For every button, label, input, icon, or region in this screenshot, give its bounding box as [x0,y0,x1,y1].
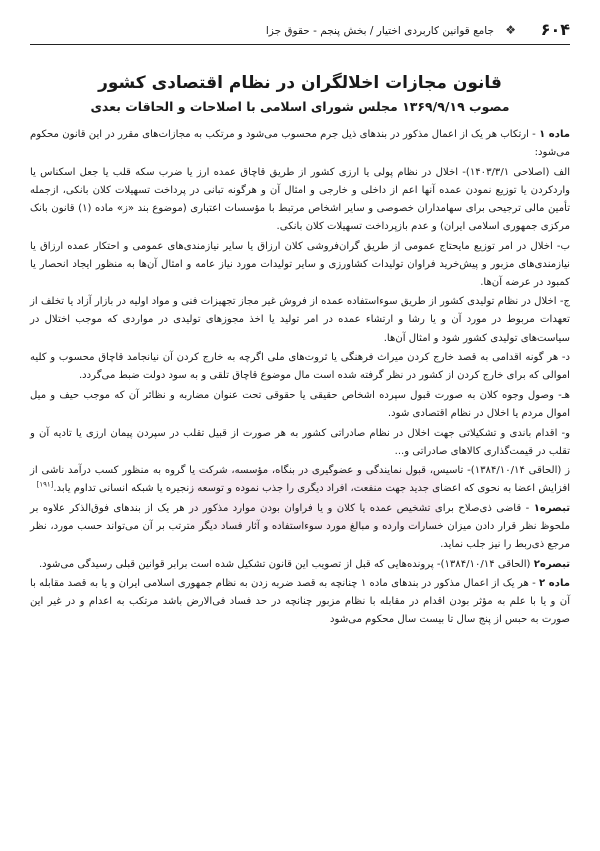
paragraph-text: ز (الحاقی ۱۳۸۴/۱۰/۱۴)- تاسیس، قبول نمایندگی و عضوگیری در بنگاه، مؤسسه، شرکت یا گروه به منظور کسب درآمد ناشی از افزایش اعضا به نحوی که اعضای جدید جهت منفعت، افراد دیگری را جذب نموده و توسعه زنجیره یا شبکه انسانی تداوم یابد. [30,465,570,495]
paragraph-text: و- اقدام باندی و تشکیلاتی جهت اخلال در نظام صادراتی کشور به هر صورت از قبیل تقلب در سپردن پیمان ارزی یا تادیه آن و تقلب در قیمت‌گذاری کالاهای صادراتی و... [30,427,570,457]
paragraph-text: ج- اخلال در نظام تولیدی کشور از طریق سوءاستفاده عمده از فروش غیر مجاز تجهیزات فنی و مواد اولیه در بازار آزاد یا تخلف از تعهدات مربوط در مورد آن و یا رشا و ارتشاء عمده در امر تولید یا اخذ مجوزهای تولیدی در مواردی که موجب اختلال در سیاست‌های تولیدی کشور شود و امثال آن‌ها. [30,296,570,344]
paragraph-text: - هر یک از اعمال مذکور در بندهای ماده ۱ چنانچه به قصد ضربه زدن به نظام جمهوری اسلامی ایران و یا به قصد مقابله با آن و یا با علم به مؤثر بودن اقدام در مقابله با نظام مزبور چنانچه در حد فساد فی‌الارض باشد مرتکب به اعدام و در غیر این صورت به حبس از پنج سال تا بیست سال محکوم می‌شود [30,578,570,626]
paragraph-text: - ارتکاب هر یک از اعمال مذکور در بندهای ذیل جرم محسوب می‌شود و مرتکب به مجازات‌های مقرر در این قانون محکوم می‌شود: [30,129,570,159]
law-title: قانون مجازات اخلالگران در نظام اقتصادی کشور [98,73,502,93]
clause-alef [30,164,570,236]
note-1 [30,500,570,554]
clause-jim [30,293,570,347]
clause-he [30,387,570,423]
clause-vav [30,425,570,461]
article-body [30,126,570,631]
article-label: ماده ۲ [539,578,570,590]
clause-be [30,238,570,292]
paragraph-text: (الحاقی ۱۳۸۴/۱۰/۱۴)- پرونده‌هایی که قبل از تصویب این قانون تشکیل شده است برابر قوانین قبلی رسیدگی می‌شود. [38,558,534,570]
note-label: تبصره۱ [533,502,570,514]
article-label: ماده ۱ [539,129,570,140]
footnote-reference[interactable]: [۱۹۱] [36,480,54,489]
paragraph-text: د- هر گونه اقدامی به قصد خارج کردن میراث فرهنگی یا ثروت‌های ملی اگرچه به خارج کردن آن نیانجامد قاچاق محسوب و کلیه اموالی که برای خارج کردن از کشور در نظر گرفته شده است مال موضوع قاچاق تلقی و به سود دولت ضبط می‌گردد. [30,352,570,382]
paragraph-text: - قاضی ذی‌صلاح برای تشخیص عمده یا کلان و یا فراوان بودن موارد مذکور در هر یک از بندهای فوق‌الذکر علاوه بر ملحوظ نظر قرار دادن میزان خسارات وارده و مبالغ مورد سوءاستفاده و آثار فساد دیگر مترتب بر آن می‌تواند حسب مورد، نظر مرجع ذی‌ربط را نیز جلب نماید. [30,502,570,551]
paragraph-text: هـ- وصول وجوه کلان به صورت قبول سپرده اشخاص حقیقی یا حقوقی تحت عنوان مضاربه و نظائر آن که موجب حیف و میل اموال مردم یا اخلال در نظام اقتصادی شود. [30,389,570,419]
article-1-intro [30,126,570,162]
paragraph-text: ب- اخلال در امر توزیع مایحتاج عمومی از طریق گران‌فروشی کلان ارزاق یا سایر نیازمندی‌های عمومی و احتکار عمده ارزاق یا نیازمندی‌های مزبور و پیش‌خرید فراوان تولیدات کشاورزی و سایر تولیدات مورد نیاز عامه و امثال آن‌ها به منظور ایجاد انحصار یا کمبود در عرضه آن‌ها. [30,240,570,288]
clause-ze [30,462,570,498]
clause-dal [30,349,570,385]
running-header [30,18,570,45]
note-2 [30,556,570,574]
law-subtitle: مصوب ۱۳۶۹/۹/۱۹ مجلس شورای اسلامی با اصلاحات و الحاقات بعدی [90,99,510,114]
running-title: جامع قوانین کاربردی اختیار / بخش پنجم - حقوق جزا [265,25,494,37]
diamond-ornament-icon: ❖ [505,23,516,37]
article-2 [30,575,570,629]
note-label: تبصره۲ [533,558,570,570]
paragraph-text: الف (اصلاحی ۱۴۰۳/۳/۱)- اخلال در نظام پولی یا ارزی کشور از طریق قاچاق عمده ارز یا ضرب سکه قلب یا جعل اسکناس یا واردکردن یا توزیع نمودن عمده آنها اعم از داخلی و خارجی و امثال آن و هرگونه تبانی در پرداخت تسهیلات کلان بانکی، ازجمله تأمین مالی ترجیحی برای سهامداران خصوصی و سایر اشخاص مرتبط با مؤسسات اعتباری (موضوع بند «ز» ماده (۱) قانون بانک مرکزی جمهوری اسلامی ایران) و عدم بازپرداخت تسهیلات کلان بانکی. [30,166,570,232]
page-number: ۶۰۴ [540,20,570,39]
